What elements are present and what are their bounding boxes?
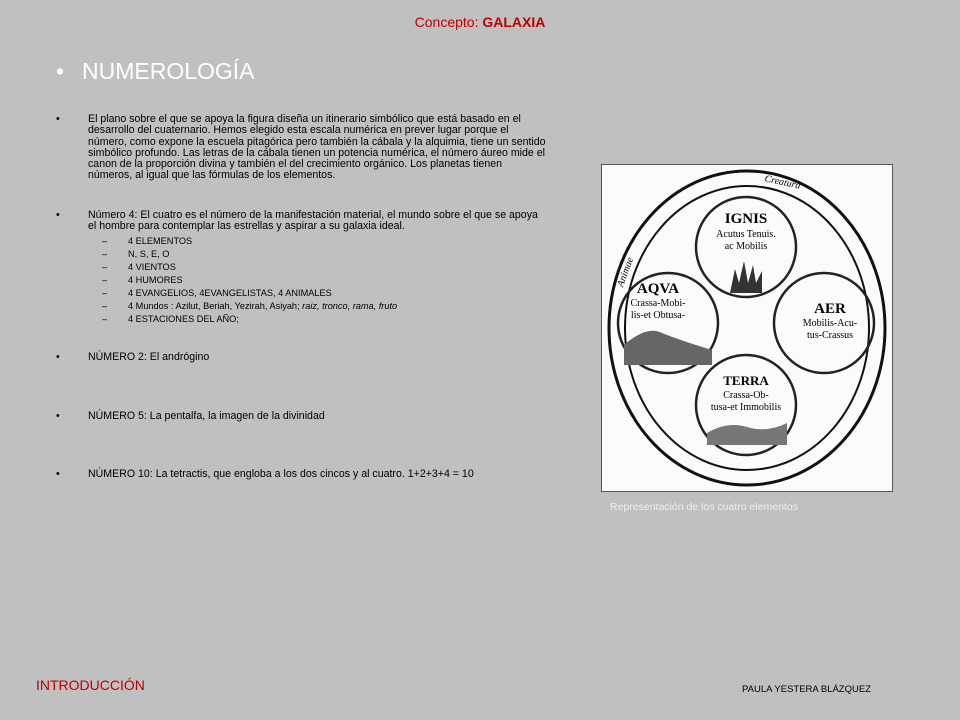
dash-marker: –	[102, 288, 108, 299]
page-title	[56, 58, 255, 85]
main-content	[56, 114, 546, 480]
list-item-text: 4 VIENTOS	[128, 262, 176, 273]
terra-label: TERRA	[723, 373, 769, 388]
list-item-text: N, S, E, O	[128, 249, 170, 260]
list-item	[56, 249, 546, 259]
aqua-label: AQVA	[636, 281, 680, 297]
intro-text: El plano sobre el que se apoya la figura diseña un itinerario simbólico que está basado en el desarrollo del cuaternario. Hemos elegido esta escala numérica en prever lugar porque el número, como expone la escuela pitagórica pero también la cábala y la alquimia, tiene un sentido simbólico profundo. Las letras de la cábala tienen un potencia numérica, el número áureo mide el canon de la proporción divina y también el del crecimiento orgánico. Los planetas tienen números, al igual que las fórmulas de los elementos.	[88, 113, 546, 182]
number10-paragraph	[56, 469, 546, 480]
title-bullet: •	[56, 58, 65, 84]
dash-marker: –	[102, 301, 108, 312]
list-item-text: 4 Mundos : Azilut, Beriah, Yezirah, Asiyah;	[128, 301, 300, 312]
ignis-label: IGNIS	[724, 211, 768, 227]
list-item-text: 4 ESTACIONES DEL AÑO;	[128, 314, 239, 325]
list-item	[56, 262, 546, 272]
aer-label: AER	[814, 301, 846, 317]
terra-subtext: tusa-et Immobilis	[710, 402, 782, 413]
section-link[interactable]: INTRODUCCIÓN	[36, 677, 145, 693]
list-item	[56, 301, 546, 311]
list-item-italic: raiz, tronco, rama, fruto	[302, 301, 398, 312]
list-item-text: 4 ELEMENTOS	[128, 236, 193, 247]
dash-marker: –	[102, 249, 108, 260]
list-item	[56, 288, 546, 298]
ignis-subtext: ac Mobilis	[724, 241, 768, 252]
number2-text: NÚMERO 2: El andrógino	[88, 351, 210, 364]
dash-marker: –	[102, 236, 108, 247]
dash-marker: –	[102, 262, 108, 273]
figure-caption: Representación de los cuatro elementos	[610, 501, 798, 513]
list-item-text: 4 EVANGELIOS, 4EVANGELISTAS, 4 ANIMALES	[128, 288, 332, 299]
dash-marker: –	[102, 314, 108, 325]
title-text: NUMEROLOGÍA	[82, 58, 255, 84]
list-item-text: 4 HUMORES	[128, 275, 183, 286]
terra-subtext: Crassa-Ob-	[723, 390, 769, 401]
bullet-marker: •	[56, 113, 60, 125]
bullet-marker: •	[56, 208, 60, 221]
bullet-marker: •	[56, 409, 60, 422]
dash-marker: –	[102, 275, 108, 286]
header-prefix: Concepto:	[414, 14, 483, 30]
number10-text: NÚMERO 10: La tetractis, que engloba a los dos cincos y al cuatro. 1+2+3+4 = 10	[88, 467, 474, 480]
bullet-marker: •	[56, 467, 60, 480]
page-header	[0, 14, 960, 30]
number4-text: Número 4: El cuatro es el número de la manifestación material, el mundo sobre el que se apoya el hombre para contemplar las estrellas y aspirar a su galaxia ideal.	[88, 208, 538, 233]
animae-label: Animae	[615, 255, 637, 289]
number5-text: NÚMERO 5: La pentalfa, la imagen de la divinidad	[88, 409, 325, 422]
aer-subtext: tus-Crassus	[806, 330, 854, 341]
number2-paragraph	[56, 352, 546, 363]
number4-paragraph	[56, 210, 546, 233]
number5-paragraph	[56, 411, 546, 422]
aer-subtext: Mobilis-Acu-	[802, 318, 858, 329]
list-item	[56, 236, 546, 246]
list-item	[56, 314, 546, 324]
intro-paragraph	[56, 114, 546, 182]
four-elements-illustration	[602, 165, 892, 491]
creatura-label: Creatura	[763, 173, 802, 192]
header-accent: GALAXIA	[482, 14, 546, 30]
bullet-marker: •	[56, 351, 60, 364]
author-name: PAULA YESTERA BLÁZQUEZ	[742, 684, 872, 695]
ignis-subtext: Acutus Tenuis.	[716, 229, 776, 240]
aqua-subtext: Crassa-Mobi-	[630, 298, 686, 309]
list-item	[56, 275, 546, 285]
aqua-subtext: lis-et Obtusa-	[630, 310, 686, 321]
four-elements-figure	[601, 164, 893, 492]
